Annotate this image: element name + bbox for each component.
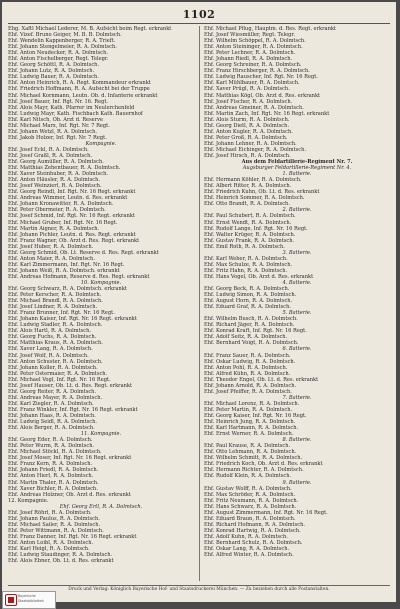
roster-entry: Ehf. Friedrich Kuhn, Ob. Lt. d. Res. erkrankt (204, 189, 320, 196)
roster-entry: Ehf. Andreas Hofmann, Reserve d. Res. Regt. erkrankt (8, 273, 150, 280)
roster-entry: Ehf. Michael Gruber, Inf. Rgt. Nr. 16 Regt. (8, 219, 118, 226)
roster-entry: Ehf. Johann Arnold, R. A. Dolmtsch. (204, 382, 297, 389)
roster-entry: Ehf. Georg Dietl, R. A. Dolmtsch. (204, 122, 290, 129)
roster-entry: Ehf. Anton Kugler, R. A. Dolmtsch. (204, 128, 293, 135)
roster-entry: Ehf. Josef Fischer, R. A. Dolmtsch. (204, 98, 293, 105)
roster-entry: Ehf. Anton Schuster, R. A. Dolmtsch. (8, 358, 103, 365)
roster-entry: Ehf. Alois Mayr, Kath. Pfarrer im Neulerchenfeld (8, 104, 135, 111)
roster-entry: Ehf. Gustav Wolff, R. A. Dolmtsch. (204, 485, 292, 492)
roster-entry: Ehf. Theodor Engel, Ob. Lt. d. Res. erkrankt (204, 376, 319, 383)
roster-entry: Ehf. Hans Schwarz, R. A. Dolmtsch. (204, 503, 297, 510)
roster-entry: Ehf. Franz Wagner, Ob. Arzt d. Res. Regt. erkrankt (8, 237, 140, 244)
roster-entry: Ehf. Wendelin Kappenberger, R. A. Trieft. (8, 38, 116, 45)
roster-entry: Ehf. Max Schröder, R. A. Dolmtsch. (204, 491, 296, 498)
section-heading: Kompagnie. (85, 140, 117, 147)
roster-entry: Ehf. Rudolf Klein, R. A. Dolmtsch. (204, 473, 292, 480)
roster-entry: Ehf. Ludwig Simon, R. A. Dolmtsch. (204, 292, 297, 299)
roster-entry: Ehg. Xaftl Michael Lederer, M. B. Aufsicht beim Regt. erkrankt (8, 26, 172, 32)
roster-entry: Ehf. Karl Ziegler, R. A. Dolmtsch. (8, 400, 94, 407)
roster-entry: Ehf. Eduard Braun, R. A. Dolmtsch. (204, 515, 296, 522)
roster-entry: Ehf. Rudolf Lange, Inf. Rgt. Nr. 16 Regt. (204, 225, 308, 232)
roster-entry: Ehf. Peter Wurm, R. A. Dolmtsch. (8, 443, 95, 450)
section-heading: Aus dem Feldartillerie-Regiment Nr. 7. (241, 159, 353, 166)
roster-entry: Ehf. Alois Ebner, Ob. Lt. d. Res. erkrankt (8, 558, 114, 565)
roster-entry: Ehf. Michael Eichinger, R. A. Dolmtsch. (204, 146, 307, 153)
roster-entry: Ehf. Karl Nitsch, Ob. Arzt d. Reserve (8, 116, 104, 123)
roster-entry: Ehf. Josef Weinzierl, R. A. Dolmtsch. (8, 183, 102, 190)
roster-entry: Ehf. Konrad Hartwig, R. A. Dolmtsch. (204, 527, 301, 534)
roster-entry: Ehf. Georg Beck, R. A. Dolmtsch. (204, 286, 290, 293)
roster-entry: Ehf. Josef Eckl, R. A. Dolmtsch. (8, 146, 89, 153)
roster-entry: Ehf. Josef Schmid, Inf. Rgt. Nr. 16 Regt. erkrankt (8, 213, 135, 220)
roster-entry: Ehf. Michael Kornmann, Leutn. Ob. d. Infanterie erkrankt (8, 92, 158, 99)
roster-entry: Ehf. Josef Hauser, Ob. Lt. d. Res. Regt. erkrankt (8, 382, 133, 389)
library-logo-icon (5, 594, 17, 606)
roster-entry: Ehf. Anton Neudecker, R. A. Dolmtsch. (8, 50, 109, 57)
roster-entry: Ehf. Alois Hartl, R. A. Dolmtsch. (8, 328, 92, 335)
roster-entry: Ehf. Johann Paulus, R. A. Dolmtsch. (8, 515, 100, 522)
roster-entry: Ehf. Michael Vogl, Inf. Rgt. Nr. 16 Regt. (8, 376, 111, 383)
roster-entry: Ehf. Ludwig Staudinger, R. A. Dolmtsch. (8, 552, 113, 559)
roster-entry: Ehf. Georg Kaiser, Inf. Rgt. Nr. 16 Regt. (204, 413, 307, 419)
section-heading: 10. Kompagnie. (80, 279, 122, 286)
roster-entry: Ehf. Eduard Graf, R. A. Dolmtsch. (204, 304, 292, 311)
roster-entry: Ehf. Anton Pohl, R. A. Dolmtsch. (204, 364, 288, 371)
roster-entry: Ehf. Anton Steininger, R. A. Dolmtsch. (204, 44, 303, 51)
roster-entry: Ehf. Alfred Kühn, R. A. Dolmtsch. (204, 370, 291, 377)
roster-entry: Ehf. Konrad Kraft, Inf. Rgt. Nr. 16 Regt. (204, 328, 307, 335)
roster-entry: Ehf. Anton Heinrich, R. A. Regt. Kommandeur erkrankt (8, 80, 151, 87)
roster-entry: Ehf. Josef Lindner, R. A. Dolmtsch. (8, 304, 98, 311)
roster-entry: Ehf. Franz Danner, Inf. Rgt. Nr. 16 Regt. erkrankt (8, 533, 137, 540)
roster-entry: Ehf. Michael Marx, Inf. Rgt. Nr. 7 Regt. (8, 122, 110, 129)
roster-entry: Ehf. Georg Schöttl, R. A. Dolmtsch. (8, 62, 100, 69)
roster-entry: Ehf. Bernhard Schulz, R. A. Dolmtsch. (204, 539, 303, 546)
roster-entry: Ehf. Franz Hirschberger, R. A. Dolmtsch. (204, 68, 310, 75)
library-stamp-text (18, 594, 54, 604)
roster-entry: Ehf. Peter Martin, R. A. Dolmtsch. (204, 406, 293, 413)
roster-entry: Ehf. Heinrich Jung, R. A. Dolmtsch. (204, 419, 296, 426)
roster-entry: Ehf. Ludwig Rauscher, Inf. Rgt. Nr. 16 Regt. (204, 74, 318, 81)
roster-entry: Ehf. Xaver Bichler, R. A. Dolmtsch. (8, 485, 98, 492)
roster-entry: Ehf. Karl Zimmermann, Inf. Rgt. Nr. 16 Regt. (8, 261, 125, 268)
section-heading: 7. Batterie. (282, 394, 312, 401)
roster-entry: Ehf. Gustav Frank, R. A. Dolmtsch. (204, 237, 295, 244)
section-heading: 8. Batterie. (282, 437, 312, 444)
roster-entry: Ehf. Anton Loibl, R. A. Dolmtsch. (8, 539, 94, 546)
roster-entry: Ehf. Xaver Lang, R. A. Dolmtsch. (8, 346, 93, 353)
roster-entry: Ehf. Andreas Mayer, R. A. Dolmtsch. (8, 394, 103, 401)
roster-entry: Ehf. Franz Brunner, Inf. Rgt. Nr. 16 Regt. (8, 310, 115, 317)
roster-entry: Ehf. Walter Krüger, R. A. Dolmtsch. (204, 231, 296, 238)
roster-entry: Ehf. Johann Haas, R. A. Dolmtsch. (8, 413, 96, 419)
roster-entry: Ehf. Georg Fuchs, R. A. Dolmtsch. (8, 334, 97, 341)
roster-entry: Ehf. Josef Hirsch, R. A. Dolmtsch. (204, 152, 291, 159)
roster-entry: Ehf. Alois Berger, R. A. Dolmtsch. (8, 425, 95, 432)
roster-entry: Ehf. Josef Bauer, Inf. Rgt. Nr. 16. Regt. (8, 98, 109, 105)
roster-entry: Ehf. Anton Maier, R. A. Dolmtsch. (8, 255, 95, 262)
roster-entry: Ehf. Karl Weber, R. A. Dolmtsch. (204, 255, 288, 262)
section-heading: 9. Batterie. (282, 479, 312, 486)
roster-entry: Ehf. August Zimmermann, Inf. Rgt. Nr. 16 Regt. (204, 509, 328, 516)
roster-entry: Ehf. Xaver Steinhuber, R. A. Dolmtsch. (8, 171, 108, 178)
roster-entry: Ehf. Johann Kaiser, Inf. Rgt. Nr. 16 Regt. erkrankt (8, 316, 137, 323)
roster-entry: Ehf. Georg Reiter, R. A. Dolmtsch. (8, 388, 97, 395)
section-heading: Ehf. Georg Ertl, R. A. Dolmtsch. (59, 503, 143, 510)
roster-entry: Ehf. Matthias Kraus, R. A. Dolmtsch. (8, 340, 103, 347)
roster-entry: Ehf. Otto Lehmann, R. A. Dolmtsch. (204, 449, 297, 456)
roster-entry: Ehf. Michael Pflug, Hauptm. d. Res. Regt. erkrankt (204, 26, 336, 32)
roster-entry: Ehf. Albert Ritter, R. A. Dolmtsch. (204, 183, 292, 190)
roster-entry: Ehf. Georg Schmid, Ob. Lt. Reserve d. Res. Regt. erkrankt (8, 249, 159, 256)
roster-entry: Ehf. Johann Kronawitter, R. A. Dolmtsch. (8, 201, 114, 208)
roster-entry: Ehf. Wilhelm Schöppel, R. A. Dolmtsch. (204, 38, 306, 45)
roster-entry: Ehf. Johann Lutz, R. A. Dolmtsch. (8, 68, 95, 75)
roster-entry: Ehf. Michael Lorenz, R. A. Dolmtsch. (204, 400, 300, 407)
roster-entry: Ehf. Alfred Winter, R. A. Dolmtsch. (204, 552, 294, 559)
roster-entry: Ehf. Josef Röhrl, R. A. Dolmtsch. (8, 509, 92, 516)
section-heading: Augsburger Feldartillerie-Regiment Nr. 4. (242, 165, 352, 172)
roster-entry: Ehf. Andreas Gmeiner, R. A. Dolmtsch. (204, 104, 304, 111)
roster-entry: Ehf. Johann Weiß, R. A. Dolmtsch. erkrankt (8, 267, 120, 274)
roster-entry: Ehf. Ernst Werner, R. A. Dolmtsch. (204, 431, 294, 438)
roster-entry: Ehf. Johann Pichler, Leutn. d. Res. Regt. erkrankt (8, 231, 136, 238)
roster-entry: Ehf. Josef Graßl, R. A. Dolmtsch. (8, 152, 93, 159)
footer-imprint: Druck und Verlag: Königlich Bayerische Hof- und Staatsdruckerei München. — Zu beziehen durch alle Postanstalten. (8, 585, 390, 593)
roster-entry: Ehf. Fritz Neumann, R. A. Dolmtsch. (204, 497, 299, 504)
roster-entry: Ehf. Max Schulze, R. A. Dolmtsch. (204, 261, 293, 268)
roster-entry: Ehf. Alois Sturm, R. A. Dolmtsch. (204, 116, 290, 123)
roster-entry: Ehf. Emil Roth, R. A. Dolmtsch. (204, 243, 285, 250)
library-stamp (2, 591, 56, 609)
roster-entry: Ehf. Paul Schubert, R. A. Dolmtsch. (204, 213, 296, 220)
roster-entry: Ehf. Georg Eder, R. A. Dolmtsch. (8, 437, 93, 444)
roster-entry: Ehf. Peter Kerscher, R. A. Dolmtsch. (8, 292, 102, 299)
roster-entry: Ehf. Matthias Kögl, Ob. Arzt d. Res. erkrankt (204, 92, 321, 99)
roster-entry: Ehf. Vizef. Bruno Geiger, M. B. B. Dolmtsch. (8, 32, 122, 39)
roster-entry: Ehf. Josef Wolf, R. A. Dolmtsch. (8, 352, 89, 359)
roster-entry: Ehf. Georg Schreiner, R. A. Dolmtsch. (204, 62, 302, 69)
roster-entry: Ehf. Franz Sauer, R. A. Dolmtsch. (204, 352, 291, 359)
roster-entry: Ehf. Johann Riedl, R. A. Dolmtsch. (204, 56, 293, 63)
section-heading: 3. Batterie. (282, 249, 312, 256)
section-heading: 4. Batterie. (282, 279, 312, 286)
roster-entry: Ehf. Hermann Richter, R. A. Dolmtsch. (204, 467, 304, 474)
roster-entry: Ehf. Ludwig Stadler, R. A. Dolmtsch. (8, 322, 103, 329)
roster-entry: Ehf. Josef Huber, R. A. Dolmtsch. (8, 243, 94, 250)
roster-entry: Ehf. Oskar Ludwig, R. A. Dolmtsch. (204, 358, 296, 365)
roster-entry: Ehf. Martin Zach, Inf. Rgt. Nr. 16 Regt. erkrankt (204, 110, 330, 117)
roster-entry: Ehf. Bernhard Voigt, R. A. Dolmtsch. (204, 340, 299, 347)
roster-entry: Ehf. Andreas Wimmer, Leutn. d. Res. erkrankt (8, 195, 128, 202)
roster-entry: Ehf. Josef Pfeiffer, R. A. Dolmtsch. (204, 388, 292, 395)
roster-entry: Ehf. Josef Wiesmüller, Regt. Telegr. (204, 32, 295, 39)
roster-entry: Ehf. Oskar Lang, R. A. Dolmtsch. (204, 546, 290, 553)
section-heading: 5. Batterie. (282, 310, 312, 317)
roster-entry: Ehf. Paul Krause, R. A. Dolmtsch. (204, 443, 291, 450)
roster-entry: Ehf. August Horn, R. A. Dolmtsch. (204, 298, 293, 305)
roster-entry: Ehf. Karl Heigl, R. A. Dolmtsch. (8, 546, 90, 553)
roster-entry: Ehf. Peter Wittmann, R. A. Dolmtsch. (8, 527, 104, 534)
roster-entry: Ehf. Martin Aigner, R. A. Dolmtsch. (8, 225, 100, 232)
roster-entry: Ehf. Anton Häusler, R. A. Dolmtsch. (8, 177, 101, 184)
roster-entry: 12. Kompagnie. (8, 497, 49, 504)
roster-entry: Ehf. Karl Mühlbauer, R. A. Dolmtsch. (204, 80, 300, 87)
roster-entry: Ehf. Peter Ostermaier, R. A. Dolmtsch. (8, 370, 108, 377)
roster-entry: Ehf. Anton Hierl, R. A. Dolmtsch. (8, 473, 94, 480)
roster-entry: Ehf. Fritz Hahn, R. A. Dolmtsch. (204, 267, 288, 274)
roster-entry: Ehf. Anton Fischelberger, Regt. Telegr. (8, 56, 109, 63)
roster-entry: Ehf. Heinrich Sommer, R. A. Dolmtsch. (204, 195, 305, 202)
roster-entry: Ehf. Johann Wetzl, R. A. Dolmtsch. (8, 128, 97, 135)
roster-entry: Ehf. Georg Reindl, Inf. Rgt. Nr. 16 Regt. erkrankt (8, 189, 136, 196)
left-column (8, 26, 194, 581)
roster-entry: Ehf. Ernst Wendt, R. A. Dolmtsch. (204, 219, 292, 226)
roster-entry: Ehf. Josef Moser, Inf. Rgt. Nr. 16 Regt. erkrankt (8, 455, 132, 462)
roster-entry: Ehf. Georg Schwarz, R. A. Dolmtsch. erkrankt (8, 286, 127, 293)
roster-entry: Ehf. Peter Lechner, R. A. Dolmtsch. (204, 50, 296, 57)
roster-entry: Ehf. Hermann Köhler, R. A. Dolmtsch. (204, 177, 302, 184)
roster-entry: Ehf. Friedrich Koch, Ob. Arzt d. Res. erkrankt (204, 461, 323, 468)
roster-entry: Ehf. Matthias Zehentbauer, R. A. Dolmtsch. (8, 165, 121, 172)
roster-entry: Ehf. Adolf Seitz, R. A. Dolmtsch. (204, 334, 288, 341)
roster-entry: Ehf. Jakob Holzer, Inf. Rgt. Nr. 7 Regt. (8, 134, 107, 141)
roster-entry: Ehf. Michael Sailer, R. A. Dolmtsch. (8, 521, 101, 528)
roster-entry: Ehf. Wilhelm Busch, R. A. Dolmtsch. (204, 316, 298, 323)
roster-entry: Ehf. Otto Brandt, R. A. Dolmtsch. (204, 201, 290, 208)
section-heading: 2. Batterie. (282, 207, 312, 214)
column-divider (199, 26, 200, 581)
roster-entry: Ehf. Ludwig Seidl, R. A. Dolmtsch. (8, 419, 98, 426)
roster-entry: Ehf. Ludwig Mayr, Kath. Fischbach Kath. Bauernhof (8, 110, 143, 117)
roster-entry: Ehf. Adolf Kuhn, R. A. Dolmtsch. (204, 533, 288, 540)
section-heading: 6. Batterie. (282, 346, 312, 353)
roster-entry: Ehf. Richard Jäger, R. A. Dolmtsch. (204, 322, 295, 329)
roster-entry: Ehf. Andreas Holzner, Ob. Arzt d. Res. erkrankt (8, 491, 131, 498)
header-rule (8, 23, 390, 24)
roster-entry: Ehf. Karl Hartmann, R. A. Dolmtsch. (204, 425, 299, 432)
roster-entry: Ehf. Johann Koller, R. A. Dolmtsch. (8, 364, 98, 371)
page-number: 1102 (182, 8, 216, 21)
stamp-line-2: Staatsbibliothek (18, 599, 44, 603)
roster-entry: Ehf. Richard Hofmann, R. A. Dolmtsch. (204, 521, 305, 528)
roster-entry: Ehf. Georg Aumüller, R. A. Dolmtsch. (8, 159, 104, 166)
roster-entry: Ehf. Peter Obermeier, R. A. Dolmtsch. (8, 207, 106, 214)
roster-entry: Ehf. Hans Vogel, Ob. Arzt d. Res. erkrankt (204, 273, 314, 280)
stamp-line-1: Bayerische (18, 594, 36, 598)
roster-entry: Ehf. Peter Groß, R. A. Dolmtsch. (204, 134, 288, 141)
roster-entry: Ehf. Friedrich Hoffmann, R. A. Aufsicht bei der Truppe (8, 86, 150, 93)
right-column (204, 26, 390, 581)
roster-entry: Ehf. Franz Winkler, Inf. Rgt. Nr. 16 Regt. erkrankt (8, 406, 138, 413)
roster-entry: Ehf. Johann Stengelmeier, R. A. Dolmtsch. (8, 44, 117, 51)
roster-entry: Ehf. Johann Lehner, R. A. Dolmtsch. (204, 140, 297, 147)
roster-entry: Ehf. Xaver Prügl, R. A. Dolmtsch. (204, 86, 290, 93)
roster-entry: Ehf. Martin Thaler, R. A. Dolmtsch. (8, 479, 99, 486)
section-heading: 1. Batterie. (282, 171, 312, 178)
roster-entry: Ehf. Ludwig Bauer, R. A. Dolmtsch. (8, 74, 99, 81)
roster-entry: Ehf. Michael Stöckl, R. A. Dolmtsch. (8, 449, 102, 456)
document-page (2, 2, 396, 602)
roster-entry: Ehf. Michael Brandl, R. A. Dolmtsch. (8, 298, 103, 305)
section-heading: 11. Kompagnie. (80, 431, 122, 438)
roster-entry: Ehf. Wilhelm Schmitt, R. A. Dolmtsch. (204, 455, 303, 462)
roster-entry: Ehf. Franz Kern, R. A. Dolmtsch. (8, 461, 93, 468)
roster-entry: Ehf. Johann Friedl, R. A. Dolmtsch. (8, 467, 99, 474)
